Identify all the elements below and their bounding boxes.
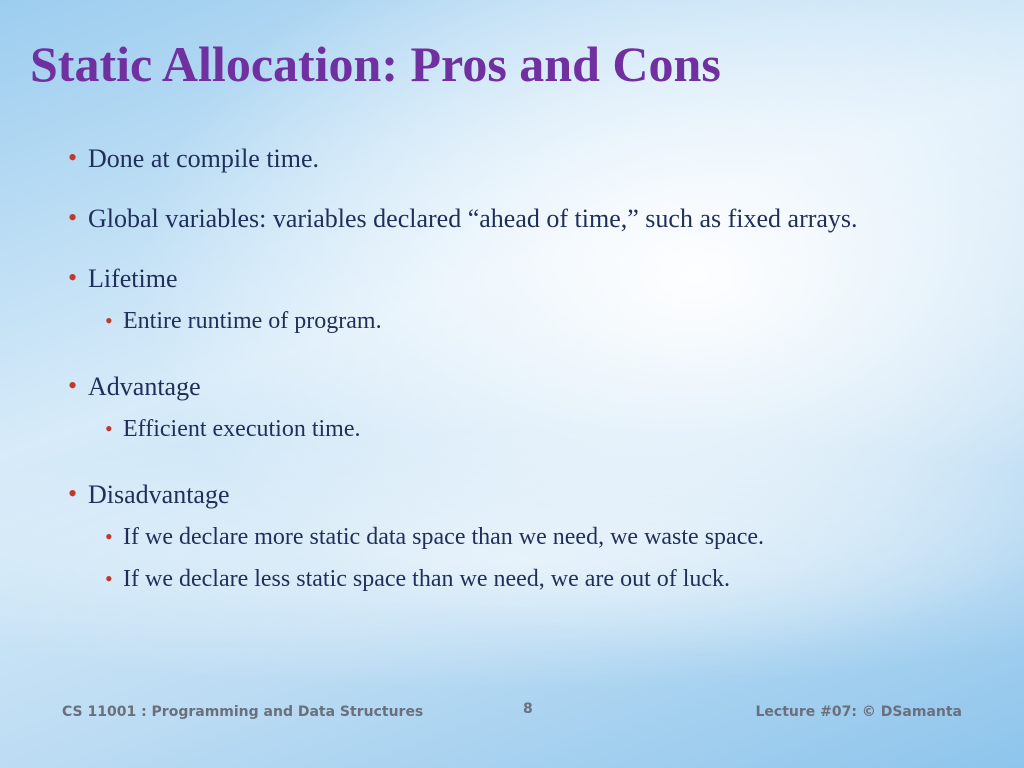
sub-bullet-icon: • bbox=[105, 416, 113, 441]
bullet-item bbox=[62, 476, 976, 596]
bullet-text: Lifetime bbox=[88, 264, 178, 293]
bullet-text: Advantage bbox=[88, 372, 201, 401]
bullet-icon: • bbox=[68, 263, 78, 292]
sub-bullet-item bbox=[88, 412, 976, 446]
sub-bullet-icon: • bbox=[105, 524, 113, 549]
footer-page-number: 8 bbox=[523, 701, 533, 717]
bullet-text: Global variables: variables declared “ahead of time,” such as fixed arrays. bbox=[88, 204, 858, 233]
bullet-item bbox=[62, 200, 976, 238]
sub-bullet-icon: • bbox=[105, 308, 113, 333]
bullet-icon: • bbox=[68, 371, 78, 400]
footer-lecture: Lecture #07: © DSamanta bbox=[755, 704, 962, 720]
sub-bullet-list bbox=[88, 304, 976, 338]
sub-bullet-item bbox=[88, 304, 976, 338]
sub-bullet-text: If we declare more static data space than we need, we waste space. bbox=[123, 524, 765, 550]
bullet-list bbox=[62, 140, 976, 596]
slide-title: Static Allocation: Pros and Cons bbox=[30, 36, 721, 92]
bullet-text: Done at compile time. bbox=[88, 144, 320, 173]
bullet-icon: • bbox=[68, 143, 78, 172]
sub-bullet-item bbox=[88, 520, 976, 554]
sub-bullet-list bbox=[88, 520, 976, 596]
bullet-item bbox=[62, 368, 976, 446]
bullet-icon: • bbox=[68, 479, 78, 508]
sub-bullet-list bbox=[88, 412, 976, 446]
bullet-icon: • bbox=[68, 203, 78, 232]
sub-bullet-text: If we declare less static space than we need, we are out of luck. bbox=[123, 566, 731, 592]
sub-bullet-text: Efficient execution time. bbox=[123, 416, 361, 442]
sub-bullet-icon: • bbox=[105, 566, 113, 591]
bullet-item bbox=[62, 260, 976, 338]
sub-bullet-text: Entire runtime of program. bbox=[123, 308, 382, 334]
footer-course: CS 11001 : Programming and Data Structures bbox=[62, 704, 424, 720]
sub-bullet-item bbox=[88, 562, 976, 596]
bullet-item bbox=[62, 140, 976, 178]
bullet-text: Disadvantage bbox=[88, 480, 230, 509]
